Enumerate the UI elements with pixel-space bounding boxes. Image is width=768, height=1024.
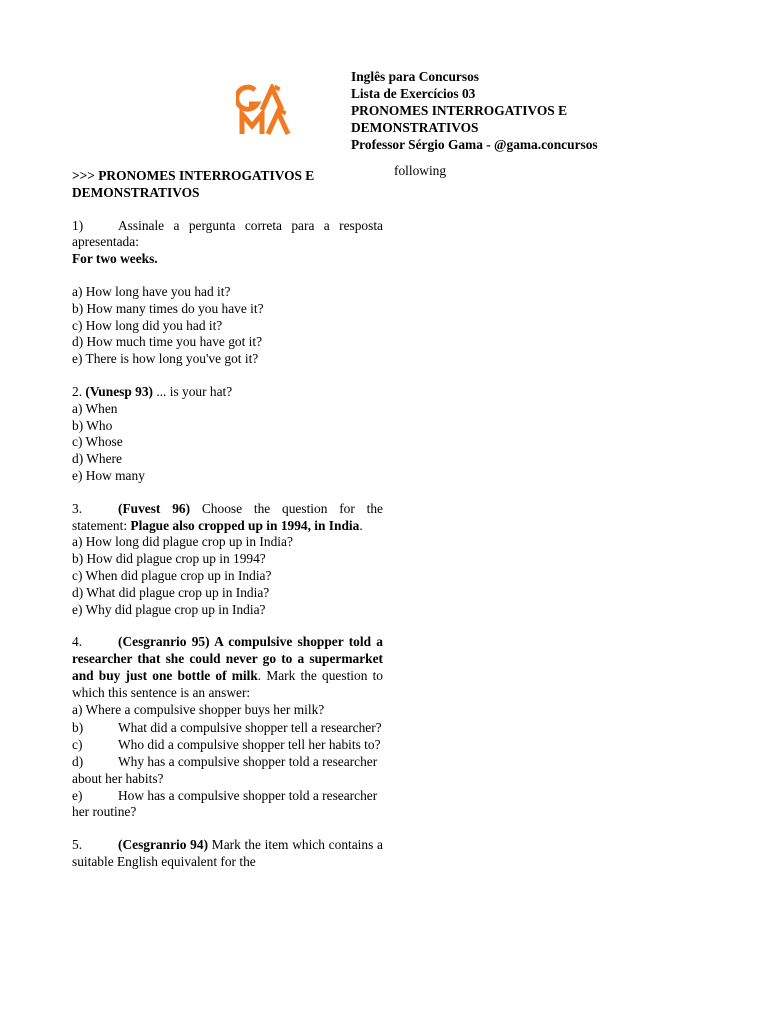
question-3-option-e: e) Why did plague crop up in India? xyxy=(72,601,266,617)
question-1-option-b: b) How many times do you have it? xyxy=(72,300,264,316)
header-topic-line1: PRONOMES INTERROGATIVOS E xyxy=(351,103,567,118)
question-4-option-a: a) Where a compulsive shopper buys her milk? xyxy=(72,701,325,717)
question-1 xyxy=(72,218,383,368)
question-3 xyxy=(72,501,383,619)
header-list: Lista de Exercícios 03 xyxy=(351,86,476,101)
gama-logo xyxy=(236,84,316,136)
right-column xyxy=(394,163,694,180)
question-1-option-e: e) There is how long you've got it? xyxy=(72,351,259,367)
question-3-stem: 3. (Fuvest 96) Choose the question for the statement: Plague also cropped up in 1994, in India. xyxy=(72,500,383,533)
question-5-continuation: following xyxy=(394,163,447,178)
question-2-option-d: d) Where xyxy=(72,451,122,467)
question-5-stem: 5. (Cesgranrio 94) Mark the item which contains a suitable English equivalent for the xyxy=(72,837,383,869)
question-3-option-d: d) What did plague crop up in India? xyxy=(72,584,270,600)
header-course: Inglês para Concursos xyxy=(351,69,479,84)
document-header xyxy=(351,68,681,153)
question-2 xyxy=(72,384,383,485)
question-1-stem: 1) Assinale a pergunta correta para a resposta apresentada: xyxy=(72,217,383,250)
header-topic-line2: DEMONSTRATIVOS xyxy=(351,120,479,135)
question-2-option-a: a) When xyxy=(72,400,118,416)
question-4-option-e: e) How has a compulsive shopper told a researcher her routine? xyxy=(72,787,378,820)
question-1-answer: For two weeks. xyxy=(72,251,158,267)
question-4-option-c: c) Who did a compulsive shopper tell her habits to? xyxy=(72,737,381,753)
question-4-option-b: b) What did a compulsive shopper tell a researcher? xyxy=(72,720,382,736)
question-2-option-b: b) Who xyxy=(72,417,113,433)
question-3-option-c: c) When did plague crop up in India? xyxy=(72,567,272,583)
question-2-stem: 2. (Vunesp 93) ... is your hat? xyxy=(72,383,233,399)
question-5 xyxy=(72,837,383,871)
question-3-option-b: b) How did plague crop up in 1994? xyxy=(72,551,266,567)
question-4 xyxy=(72,634,383,821)
question-2-option-e: e) How many xyxy=(72,467,145,483)
question-1-option-a: a) How long have you had it? xyxy=(72,283,231,299)
left-column xyxy=(72,168,383,887)
question-2-option-c: c) Whose xyxy=(72,434,123,450)
question-3-option-a: a) How long did plague crop up in India? xyxy=(72,534,293,550)
question-1-option-c: c) How long did you had it? xyxy=(72,317,223,333)
question-1-option-d: d) How much time you have got it? xyxy=(72,334,263,350)
question-4-stem: 4. (Cesgranrio 95) A compulsive shopper told a researcher that she could never go to a supermarket and buy just one bottle of milk. Mark the question to which this sentence is an answer: xyxy=(72,634,383,700)
section-title: >>> PRONOMES INTERROGATIVOS E DEMONSTRATIVOS xyxy=(72,168,315,200)
question-4-option-d: d) Why has a compulsive shopper told a researcher about her habits? xyxy=(72,753,378,786)
header-professor: Professor Sérgio Gama - @gama.concursos xyxy=(351,137,598,152)
